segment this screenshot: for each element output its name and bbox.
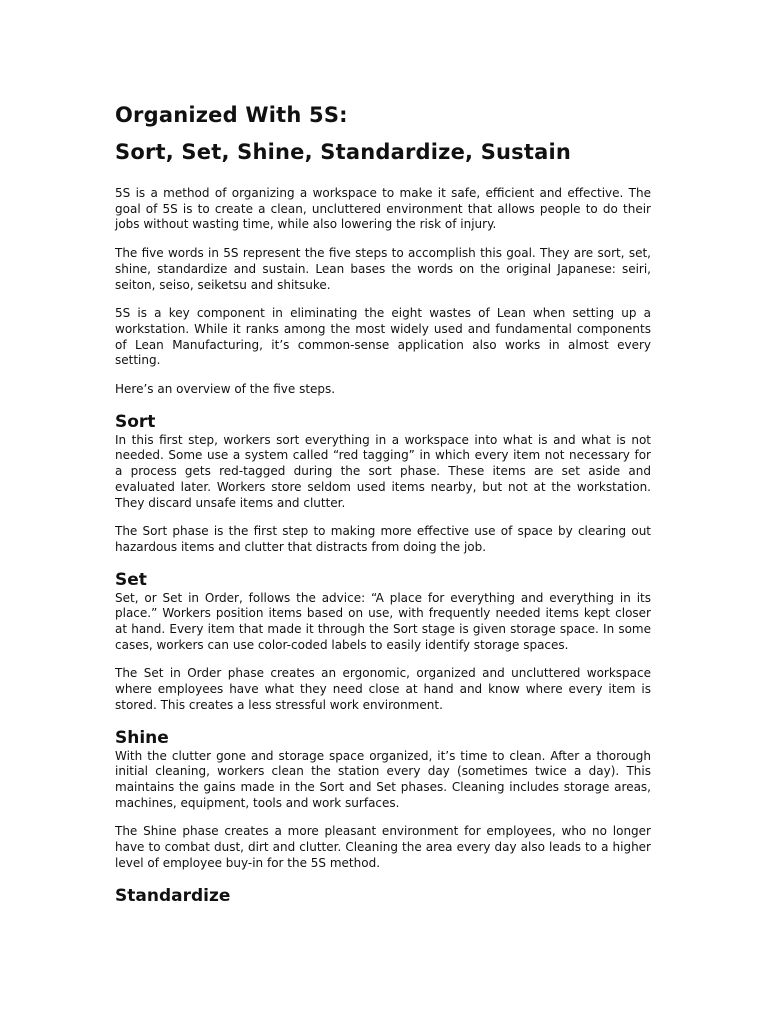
body-paragraph: The Shine phase creates a more pleasant environment for employees, who no longer have to combat dust, dirt and clutter. Cleaning the area every day also leads to a higher level of employee buy-in for the 5S method. — [115, 824, 651, 870]
section-heading-shine: Shine — [115, 727, 169, 748]
body-paragraph: In this first step, workers sort everything in a workspace into what is and what is not needed. Some use a system called “red tagging” in which every item not necessary for a process gets red-tagged during the sort phase. These items are set aside and evaluated later. Workers store seldom used items nearby, but not at the workstation. They discard unsafe items and clutter. — [115, 432, 651, 510]
section-heading-sort: Sort — [115, 411, 156, 432]
section-sort — [115, 411, 651, 556]
section-heading-standardize: Standardize — [115, 885, 231, 906]
intro-paragraph: 5S is a key component in eliminating the eight wastes of Lean when setting up a workstation. While it ranks among the most widely used and fundamental components of Lean Manufacturing, it’s common-sense application also works in almost every setting. — [115, 306, 651, 368]
intro-paragraph: Here’s an overview of the five steps. — [115, 382, 336, 397]
section-set — [115, 569, 651, 714]
section-heading-set: Set — [115, 569, 147, 590]
intro-paragraph: 5S is a method of organizing a workspace to make it safe, efficient and effective. The goal of 5S is to create a clean, uncluttered environment that allows people to do their jobs without wasting time, while also lowering the risk of injury. — [115, 186, 651, 232]
page-subtitle: Sort, Set, Shine, Standardize, Sustain — [115, 140, 572, 164]
page-title: Organized With 5S: — [115, 103, 348, 127]
body-paragraph: With the clutter gone and storage space organized, it’s time to clean. After a thorough initial cleaning, workers clean the station every day (sometimes twice a day). This maintains the gains made in the Sort and Set phases. Cleaning includes storage areas, machines, equipment, tools and work surfaces. — [115, 748, 651, 810]
body-paragraph: Set, or Set in Order, follows the advice: “A place for everything and everything in its place.” Workers position items based on use, with frequently needed items kept closer at hand. Every item that made it through the Sort stage is given storage space. In some cases, workers can use color-coded labels to easily identify storage spaces. — [115, 590, 651, 652]
document-page — [115, 100, 651, 907]
section-shine — [115, 727, 651, 872]
body-paragraph: The Set in Order phase creates an ergonomic, organized and uncluttered workspace where employees have what they need close at hand and know where every item is stored. This creates a less stressful work environment. — [115, 666, 651, 712]
intro-paragraph: The five words in 5S represent the five steps to accomplish this goal. They are sort, set, shine, standardize and sustain. Lean bases the words on the original Japanese: seiri, seiton, seiso, seiketsu and shitsuke. — [115, 246, 651, 292]
section-standardize — [115, 885, 651, 907]
body-paragraph: The Sort phase is the first step to making more effective use of space by clearing out hazardous items and clutter that distracts from doing the job. — [115, 524, 651, 554]
